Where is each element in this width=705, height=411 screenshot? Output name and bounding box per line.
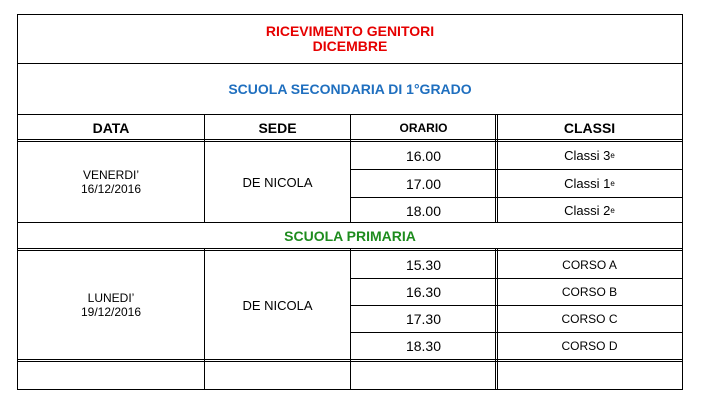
secondaria-time-2: 17.00 xyxy=(405,175,442,192)
title-line-2: DICEMBRE xyxy=(312,38,388,54)
primaria-date-cell xyxy=(18,251,204,359)
secondaria-sede: DE NICOLA xyxy=(242,174,313,190)
primaria-class-4: CORSO D xyxy=(561,339,618,353)
secondaria-time-1: 16.00 xyxy=(405,147,442,164)
empty-cell-orario xyxy=(351,362,496,389)
header-sede: SEDE xyxy=(258,119,297,136)
class-label: Classi 2 xyxy=(564,203,611,218)
primaria-sede: DE NICOLA xyxy=(242,297,313,313)
primaria-time-4: 18.30 xyxy=(405,338,442,354)
primaria-class-3: CORSO C xyxy=(561,312,618,326)
secondaria-class-1: Classi 3 e xyxy=(564,148,615,163)
empty-cell-classi xyxy=(497,362,682,389)
empty-cell-data xyxy=(18,362,204,389)
primaria-day: LUNEDI’ xyxy=(87,291,135,305)
primaria-time-1: 15.30 xyxy=(405,256,442,273)
secondaria-time-3: 18.00 xyxy=(405,202,442,219)
class-label: Classi 1 xyxy=(564,176,611,191)
title-line-1: RICEVIMENTO GENITORI xyxy=(265,23,435,39)
header-orario: ORARIO xyxy=(399,120,448,135)
primaria-time-2: 16.30 xyxy=(405,284,442,300)
secondaria-date: 16/12/2016 xyxy=(80,182,142,196)
secondaria-day: VENERDI’ xyxy=(82,168,139,182)
primaria-date: 19/12/2016 xyxy=(80,305,142,319)
primaria-time-3: 17.30 xyxy=(405,311,442,327)
class-label: Classi 3 xyxy=(564,148,611,163)
header-classi: CLASSI xyxy=(563,119,616,136)
empty-cell-sede xyxy=(205,362,350,389)
title-block xyxy=(18,15,682,63)
section-primaria-heading: SCUOLA PRIMARIA xyxy=(284,228,416,244)
header-data: DATA xyxy=(92,119,130,136)
secondaria-class-3: Classi 2 e xyxy=(564,203,615,218)
primaria-class-1: CORSO A xyxy=(562,257,617,272)
schedule-table xyxy=(17,14,683,390)
secondaria-class-2: Classi 1 e xyxy=(564,176,615,191)
section-secondaria-heading: SCUOLA SECONDARIA DI 1°GRADO xyxy=(228,81,472,97)
secondaria-date-cell xyxy=(18,142,204,222)
primaria-class-2: CORSO B xyxy=(561,285,618,299)
